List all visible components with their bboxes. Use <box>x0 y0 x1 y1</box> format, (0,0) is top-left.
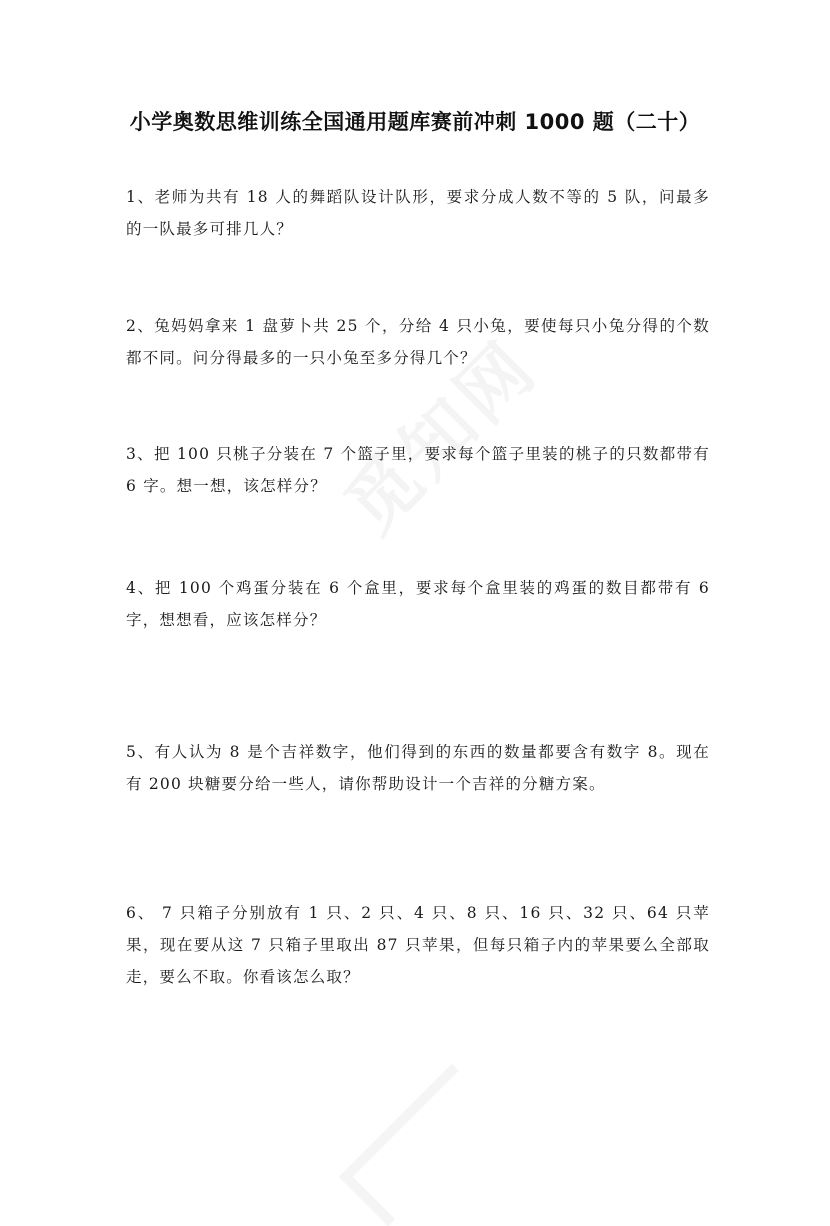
question-4: 4、把 100 个鸡蛋分装在 6 个盒里，要求每个盒里装的鸡蛋的数目都带有 6 字，想想看，应该怎样分？ <box>126 579 710 629</box>
document-title: 小学奥数思维训练全国通用题库赛前冲刺 1000 题（二十） <box>129 110 701 134</box>
question-3: 3、把 100 只桃子分装在 7 个篮子里，要求每个篮子里装的桃子的只数都带有 6 字。想一想，该怎样分？ <box>126 445 710 495</box>
question-6: 6、 7 只箱子分别放有 1 只、2 只、4 只、8 只、16 只、32 只、64 只苹果，现在要从这 7 只箱子里取出 87 只苹果，但每只箱子内的苹果要么全部取走，要么不取。你看该怎么取？ <box>126 904 710 986</box>
question-2: 2、兔妈妈拿来 1 盘萝卜共 25 个，分给 4 只小兔，要使每只小兔分得的个数都不同。问分得最多的一只小兔至多分得几个？ <box>126 317 710 367</box>
question-5: 5、有人认为 8 是个吉祥数字，他们得到的东西的数量都要含有数字 8。现在有 200 块糖要分给一些人，请你帮助设计一个吉祥的分糖方案。 <box>126 743 710 793</box>
watermark-fragment <box>339 1064 502 1226</box>
question-1: 1、老师为共有 18 人的舞蹈队设计队形，要求分成人数不等的 5 队，问最多的一队最多可排几人？ <box>126 188 710 238</box>
